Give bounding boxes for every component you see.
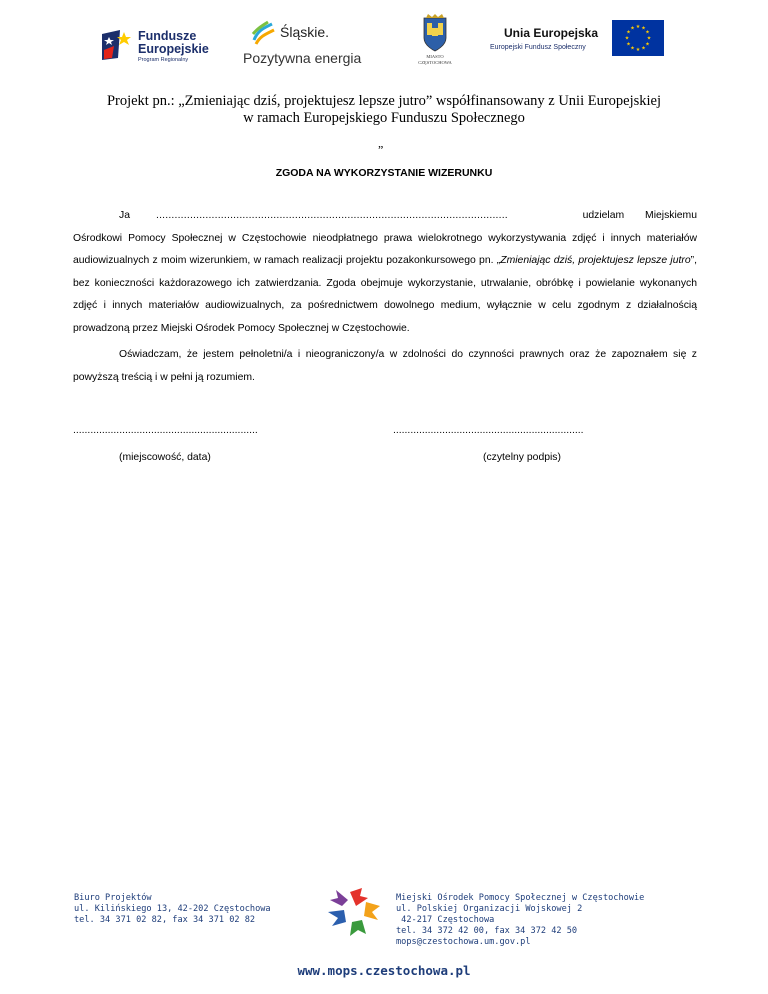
footer-email[interactable]: mops@czestochowa.um.gov.pl xyxy=(396,937,531,947)
slaskie-name: Śląskie. xyxy=(280,24,330,40)
coat-of-arms-icon xyxy=(412,14,458,54)
fe-flag-icon xyxy=(100,28,134,62)
consent-paragraph xyxy=(73,205,697,340)
ue-title: Unia Europejska xyxy=(504,26,599,40)
udzielam-label: udzielam Miejskiemu xyxy=(582,210,697,221)
project-title xyxy=(40,93,728,127)
svg-text:★: ★ xyxy=(630,45,635,52)
ue-subtitle: Europejski Fundusz Społeczny xyxy=(490,44,586,51)
fe-line1: Fundusze xyxy=(138,29,197,43)
svg-text:★: ★ xyxy=(641,25,646,32)
czestochowa-coat-of-arms xyxy=(412,14,458,74)
project-name-italic: Zmieniając dziś, projektujesz lepsze jutro xyxy=(500,255,691,266)
svg-text:★: ★ xyxy=(646,35,652,42)
footer-left-line1: Biuro Projektów xyxy=(74,893,152,903)
signature-line: .................................................................. xyxy=(393,425,584,436)
consent-text-b: ”, bez konieczności każdorazowego ich zatwierdzania. Zgoda obejmuje wykorzystanie, utrwalanie, obróbkę i powielanie wykonanych zdjęć i innych materiałów audiowizualnych, za pośrednictwem dowolnego medium, wyłącznie w celu zgodnym z działalnością prowadzoną przez Miejski Ośrodek Pomocy Społecznej w Częstochowie. xyxy=(73,255,698,334)
slaskie-tagline: Pozytywna energia xyxy=(243,50,362,66)
project-title-line1: Projekt pn.: „Zmieniając dziś, projektujesz lepsze jutro” współfinansowany z Unii Europejskiej xyxy=(106,93,662,109)
slaskie-logo xyxy=(240,20,370,72)
place-date-label: (miejscowość, data) xyxy=(119,452,211,463)
mops-logo-icon xyxy=(322,886,388,938)
consent-text xyxy=(73,228,697,341)
name-line xyxy=(73,205,697,228)
svg-text:★: ★ xyxy=(635,47,641,53)
slaskie-waves-icon xyxy=(250,20,276,46)
footer-mops-address xyxy=(396,893,644,948)
fe-line2: Europejskie xyxy=(138,42,209,56)
ja-label: Ja xyxy=(119,210,130,221)
fundusze-europejskie-logo xyxy=(100,24,210,70)
svg-text:★: ★ xyxy=(630,25,635,32)
fe-line3: Program Regionalny xyxy=(138,57,189,63)
herb-caption-line2: CZĘSTOCHOWA xyxy=(418,60,452,65)
svg-text:★: ★ xyxy=(624,35,630,42)
footer-right-line1: Miejski Ośrodek Pomocy Społecznej w Częstochowie xyxy=(396,893,645,903)
footer-right-line3: 42-217 Częstochowa xyxy=(396,915,495,925)
footer-project-office xyxy=(74,893,271,926)
eu-flag-icon xyxy=(612,20,664,56)
svg-text:★: ★ xyxy=(645,29,650,36)
document-heading: ZGODA NA WYKORZYSTANIE WIZERUNKU xyxy=(275,167,493,179)
name-fill-line: .................................................................................................................. xyxy=(155,210,508,221)
project-title-line2: w ramach Europejskiego Funduszu Społecznego xyxy=(243,110,525,126)
footer-left-line3: tel. 34 371 02 82, fax 34 371 02 82 xyxy=(74,915,256,925)
herb-caption-line1: MIASTO xyxy=(426,54,444,59)
consent-text-a: Ośrodkowi Pomocy Społecznej w Częstochowie nieodpłatnego prawa wielokrotnego wykorzystywania zdjęć i innych materiałów audiowizualnych z moim wizerunkiem, w ramach realizacji projektu pozakonkursowego pn. „ xyxy=(73,232,697,266)
place-date-line: ................................................................ xyxy=(73,425,258,436)
signature-label: (czytelny podpis) xyxy=(483,452,561,463)
footer-left-line2: ul. Kilińskiego 13, 42-202 Częstochowa xyxy=(74,904,271,914)
header-logos xyxy=(0,14,768,78)
svg-text:★: ★ xyxy=(635,24,641,30)
herb-caption xyxy=(408,54,462,66)
svg-text:★: ★ xyxy=(626,41,631,48)
footer-right-line2: ul. Polskiej Organizacji Wojskowej 2 xyxy=(396,904,583,914)
footer-right-line4: tel. 34 372 42 00, fax 34 372 42 50 xyxy=(396,926,578,936)
footer-website-link[interactable]: www.mops.czestochowa.pl xyxy=(297,963,471,978)
svg-text:★: ★ xyxy=(641,45,646,52)
svg-text:★: ★ xyxy=(626,29,631,36)
unia-europejska-text xyxy=(490,24,610,64)
stray-quote-mark: „ xyxy=(378,136,384,150)
svg-text:★: ★ xyxy=(645,41,650,48)
declaration-paragraph: Oświadczam, że jestem pełnoletni/a i nieograniczony/a w zdolności do czynności prawnych oraz że zapoznałem się z powyższą treścią i w pełni ją rozumiem. xyxy=(73,349,697,383)
